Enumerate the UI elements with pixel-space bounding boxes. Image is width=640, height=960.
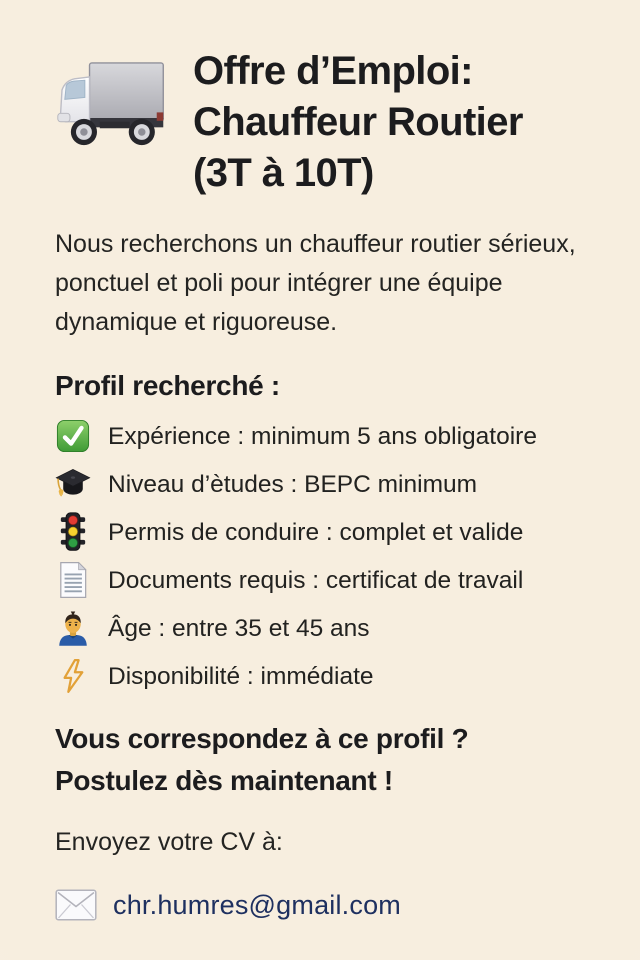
person-icon: [55, 610, 91, 646]
email-address[interactable]: chr.humres@gmail.com: [113, 889, 401, 920]
profile-heading: Profil recherché :: [55, 370, 280, 401]
cta-line-1: Vous correspondez à ce profil ?: [55, 723, 469, 754]
page-title: [193, 46, 523, 199]
requirement-text: Disponibilité : immédiate: [108, 662, 374, 690]
email-row: [55, 889, 592, 921]
graduation-cap-icon: [55, 466, 91, 502]
requirement-text: Expérience : minimum 5 ans obligatoire: [108, 422, 537, 450]
requirement-documents: [55, 562, 592, 598]
send-cv-label: Envoyez votre CV à:: [55, 828, 283, 856]
document-icon: [55, 562, 91, 598]
requirement-age: [55, 610, 592, 646]
requirement-text: Documents requis : certificat de travail: [108, 566, 524, 594]
title-line-2: Chauffeur Routier: [193, 100, 523, 144]
requirement-experience: [55, 418, 592, 454]
requirements-list: [55, 418, 592, 694]
intro-paragraph: Nous recherchons un chauffeur routier sérieux, ponctuel et poli pour intégrer une équipe dynamique et riguoreuse.: [55, 230, 576, 336]
requirement-availability: [55, 658, 592, 694]
header: [55, 46, 592, 199]
requirement-text: Niveau d’ètudes : BEPC minimum: [108, 470, 478, 498]
check-icon: [55, 418, 91, 454]
title-line-1: Offre d’Emploi:: [193, 49, 473, 93]
traffic-light-icon: [55, 514, 91, 550]
envelope-icon: [55, 889, 97, 921]
requirement-text: Âge : entre 35 et 45 ans: [108, 614, 370, 642]
requirement-education: [55, 466, 592, 502]
title-line-3: (3T à 10T): [193, 151, 374, 195]
cta-line-2: Postulez dès maintenant !: [55, 765, 393, 796]
truck-icon: [55, 56, 167, 152]
requirement-text: Permis de conduire : complet et valide: [108, 518, 524, 546]
zap-icon: [55, 658, 91, 694]
requirement-license: [55, 514, 592, 550]
cta-heading: [55, 718, 592, 802]
